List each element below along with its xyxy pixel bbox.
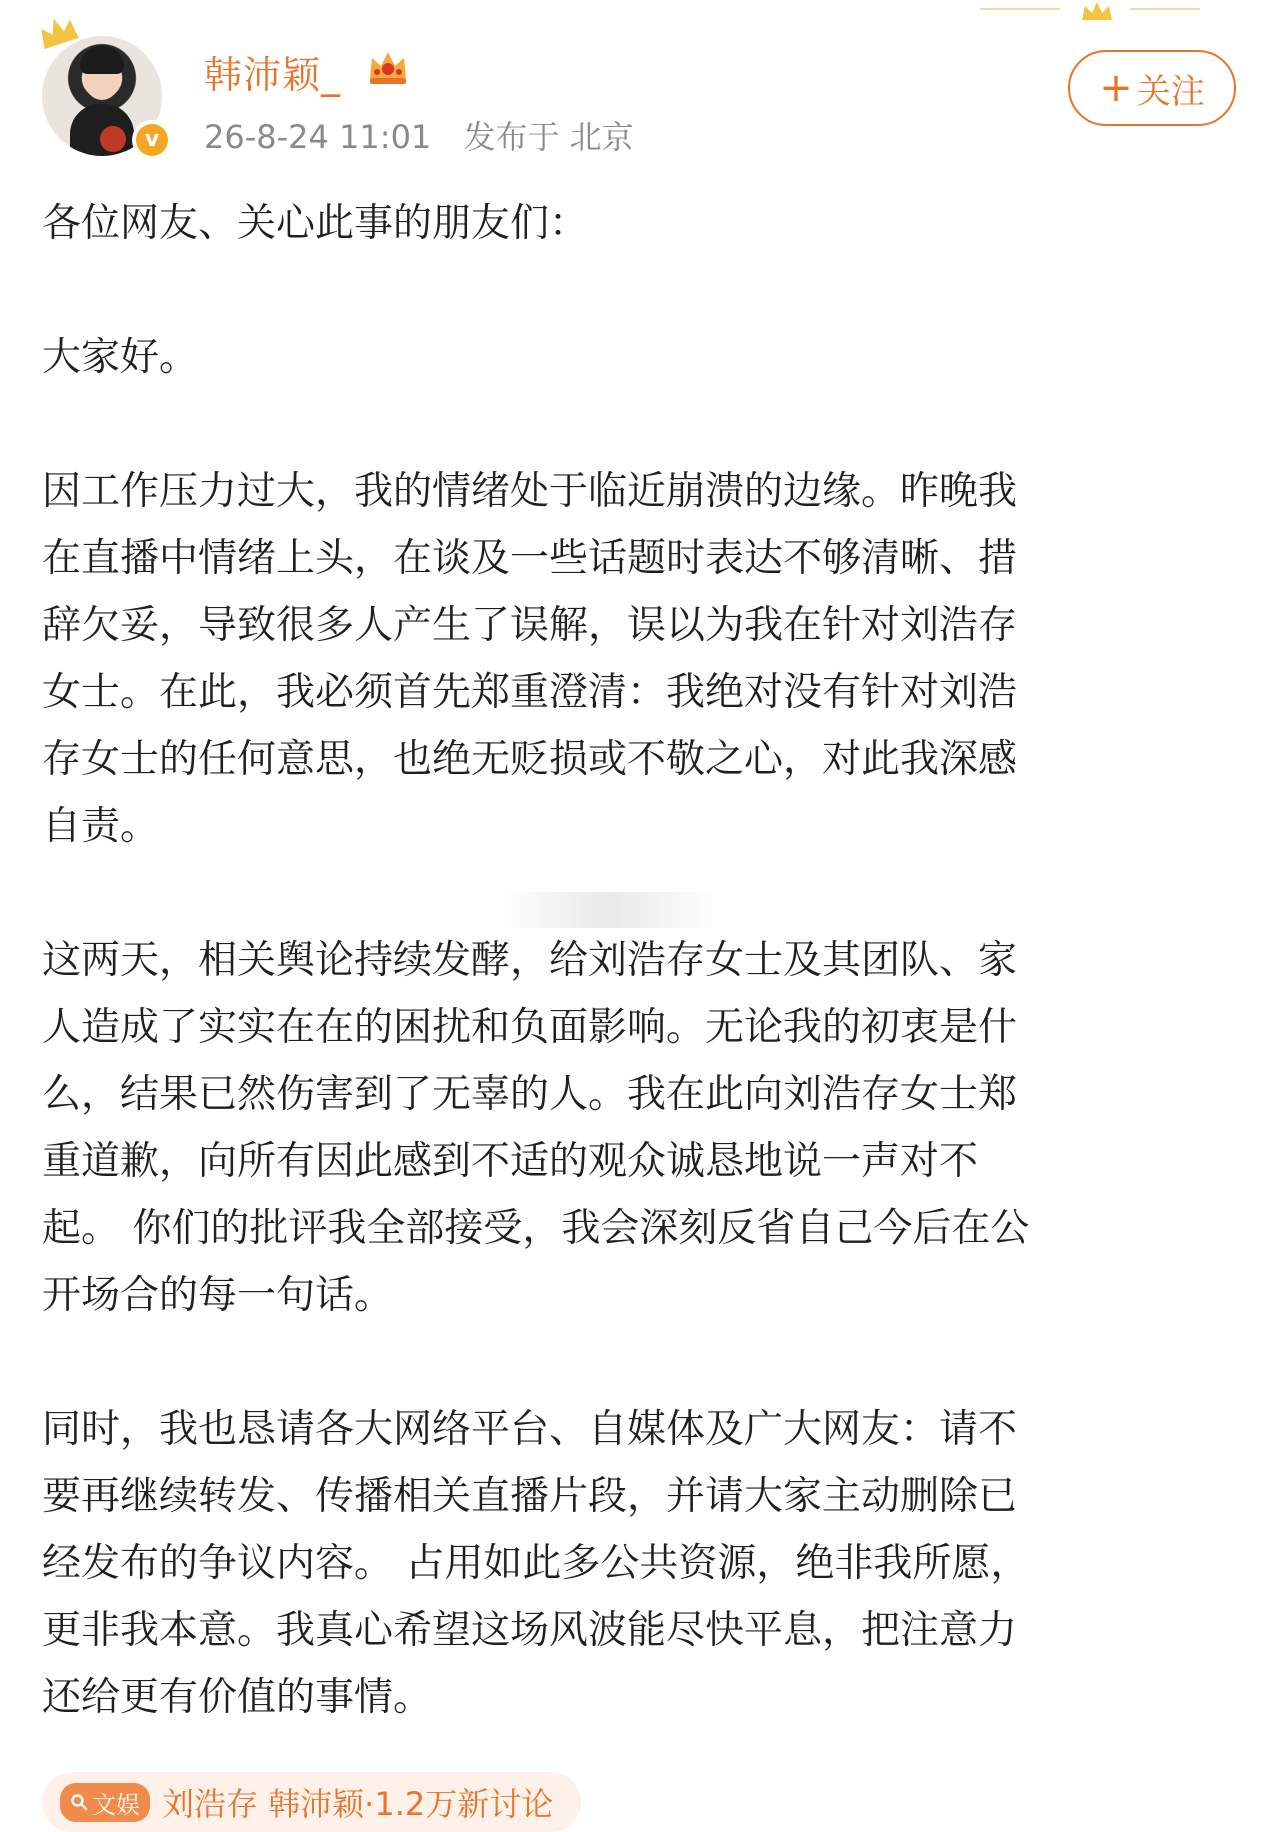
verified-icon: v (132, 120, 172, 160)
username[interactable]: 韩沛颖_ (204, 53, 342, 97)
post-paragraph: 各位网友、关心此事的朋友们： (42, 201, 589, 246)
follow-label: 关注 (1136, 71, 1205, 112)
post-paragraph: 同时，我也恳请各大网络平台、自媒体及广大网友：请不 要再继续转发、传播相关直播片段，并请大家主动删除已 经发布的争议内容。 占用如此多公共资源，绝非我所愿， 更非我本意。我真心希望这场风波能尽快平息，把注意力 还给更有价值的事情。 (42, 1407, 1030, 1720)
post-paragraph: 因工作压力过大，我的情绪处于临近崩溃的边缘。昨晚我 在直播中情绪上头，在谈及一些话题时表达不够清晰、措 辞欠妥，导致很多人产生了误解，误以为我在针对刘浩存 女士。在此，我必须首先郑重澄清：我绝对没有针对刘浩 存女士的任何意思，也绝无贬损或不敬之心，对此我深感 自责。 (42, 469, 1018, 849)
post-paragraph: 大家好。 (42, 335, 199, 380)
crown-icon (36, 14, 80, 50)
plus-icon: + (1099, 65, 1133, 111)
vip-crown-icon[interactable] (366, 48, 410, 88)
post-timestamp: 26-8-24 11:01 (204, 118, 432, 156)
post-meta (204, 112, 656, 158)
topic-tag[interactable] (42, 1772, 581, 1832)
topic-text[interactable]: 刘浩存 韩沛颖·1.2万新讨论 (162, 1785, 554, 1823)
post-paragraph: 这两天，相关舆论持续发酵，给刘浩存女士及其团队、家 人造成了实实在在的困扰和负面影响。无论我的初衷是什 么，结果已然伤害到了无辜的人。我在此向刘浩存女士郑 重道歉，向所有因此感到不适的观众诚恳地说一声对不 起。 你们的批评我全部接受，我会深刻反省自己今后在公 开场合的每一句话。 (42, 938, 1030, 1318)
search-icon (70, 1793, 88, 1811)
topic-badge-label: 文娱 (92, 1790, 140, 1819)
topic-badge (60, 1783, 150, 1822)
post-body (42, 190, 1242, 1731)
post-location: 发布于 北京 (463, 118, 634, 156)
follow-button[interactable] (1068, 50, 1236, 126)
post-header (0, 0, 1280, 170)
watermark (500, 892, 720, 928)
avatar[interactable] (36, 14, 176, 164)
